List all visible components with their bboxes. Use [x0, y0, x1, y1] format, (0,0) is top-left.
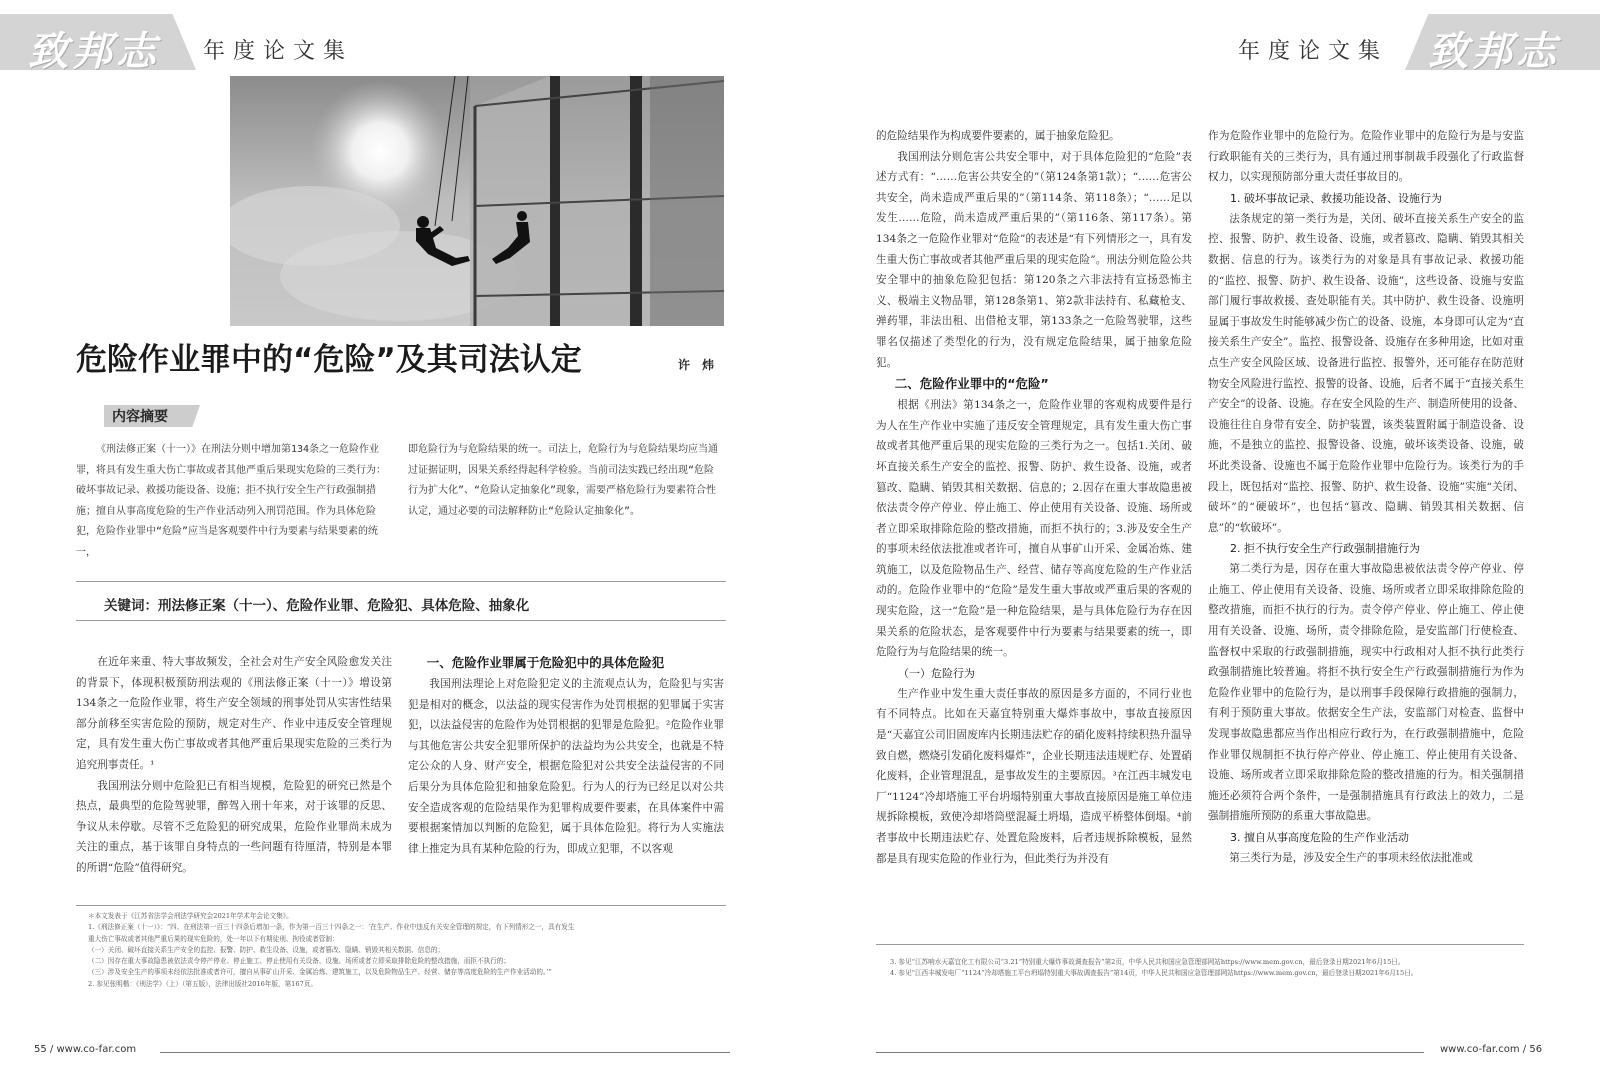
- footnote: （一）关闭、破坏直接关系生产安全的监控、报警、防护、救生设备、设施，或者篡改、隐瞒、销毁其相关数据、信息的；: [88, 945, 445, 954]
- paragraph: 根据《刑法》第134条之一，危险作业罪的客观构成要件是行为人在生产作业中实施了违反安全管理规定，具有发生重大伤亡事故或者其他严重后果的现实危险的三类行为之一。包括1.关闭、破坏直接关系生产安全的监控、报警、防护、救生设备、设施，或者篡改、隐瞒、销毁其相关数据、信息的；2.因存在重大事故隐患被依法责令停产停业、停止施工、停止使用有关设备、设施、场所或者立即采取排除危险的整改措施，而拒不执行的；3.涉及安全生产的事项未经依法批准或者许可，擅自从事矿山开采、金属冶炼、建筑施工，以及危险物品生产、经营、储存等高度危险的生产作业活动的。危险作业罪中的“危险”是发生重大事故或严重后果的客观的现实危险，这一“危险”是一种危险结果，是与具体危险行为存在因果关系的危险状态，是客观要件中行为要素与结果要素的统一，即危险行为与危险结果的统一。: [876, 399, 1192, 659]
- paragraph: 在近年来重、特大事故频发，全社会对生产安全风险愈发关注的背景下，体现积极预防刑法观的《刑法修正案（十一）》增设第134条之一危险作业罪，将生产安全领域的刑事处罚从实害性结果部分前移至实害危险的预防，规定对生产、作业中违反安全管理规定，具有发生重大伤亡事故或者其他严重后果现实危险的三类行为追究刑事责任。¹: [76, 656, 392, 771]
- abstract-right: [408, 440, 724, 522]
- footnote: 重大伤亡事故或者其他严重后果的现实危险的，处一年以下有期徒刑、拘役或者管制：: [88, 934, 339, 943]
- keywords-rule-bottom: [76, 620, 726, 621]
- hero-photo: [230, 76, 724, 326]
- section-heading-2: 二、危险作业罪中的“危险”: [894, 376, 1049, 392]
- magazine-logo-left: 致邦志: [28, 29, 160, 75]
- page-number: 55: [34, 1044, 47, 1055]
- site-url: www.co-far.com: [1440, 1044, 1520, 1055]
- footer-rule-right: [876, 1052, 1424, 1053]
- paragraph: 第二类行为是，因存在重大事故隐患被依法责令停产停业、停止施工、停止使用有关设备、设施、场所或者立即采取排除危险的整改措施，而拒不执行的行为。责令停产停业、停止施工、停止使用有关设备、设施、场所，责令排除危险，是安监部门行使检查、监督权中采取的行政强制措施，现实中行政相对人拒不执行此类行政强制措施比较普遍。将拒不执行安全生产行政强制措施行为作为危险作业罪中的危险行为，是以刑事手段保障行政措施的强制力，有利于预防重大事故。依据安全生产法，安监部门对检查、监督中发现事故隐患都应当作出相应行政行为，在行政强制措施中，危险作业罪仅规制拒不执行停产停业、停止施工、停止使用有关设备、设施、场所或者立即采取排除危险的整改措施的行为。相关强制措施还必须符合两个条件，一是强制措施具有行政法上的效力，二是强制措施所预防的系重大事故隐患。: [1208, 563, 1524, 823]
- body-column-4: [1208, 126, 1524, 869]
- section-heading-1: 一、危险作业罪属于危险犯中的具体危险犯: [426, 655, 665, 670]
- paragraph: 我国刑法分则中危险犯已有相当规模，危险犯的研究已然是个热点，最典型的危险驾驶罪，醉驾入刑十年来，对于该罪的反思、争议从未停歇。尽管不乏危险犯的研究成果，危险作业罪尚未成为关注的重点，基于该罪自身特点的一些问题有待厘清，特别是本罪的所谓“危险”值得研究。: [76, 779, 392, 874]
- keywords-rule-top: [76, 581, 726, 582]
- paragraph: 我国刑法分则危害公共安全罪中，对于具体危险犯的“危险”表述方式有：“……危害公共安全的”（第124条第1款）；“……危害公共安全，尚未造成严重后果的”（第114条、第118条）；“……足以发生……危险，尚未造成严重后果的”（第116条、第117条）。第134条之一危险作业罪对“危险”的表述是“有下列情形之一，具有发生重大伤亡事故或者其他严重后果的现实危险”。刑法分则危险公共安全罪中的抽象危险犯包括：第120条之六非法持有宣扬恐怖主义、极端主义物品罪，第128条第1、第2款非法持有、私藏枪支、弹药罪，非法出租、出借枪支罪，第133条之一危险驾驶罪，这些罪名仅描述了类型化的行为，没有规定危险结果，属于抽象危险犯。: [876, 150, 1192, 369]
- footer-rule-left: [160, 1052, 730, 1053]
- article-author: 许 炜: [678, 358, 719, 372]
- footnote: 1.《刑法修正案（十一）》：“四、在刑法第一百三十四条后增加一条，作为第一百三十四条之一：‘在生产、作业中违反有关安全管理的规定，有下列情形之一，具有发生: [88, 923, 575, 932]
- paragraph: 的危险结果作为构成要件要素的，属于抽象危险犯。: [876, 130, 1120, 142]
- section-title-right: 年度论文集: [1238, 39, 1389, 64]
- footnote-rule-right: [876, 944, 1524, 945]
- subsection-heading: （一）危险行为: [898, 666, 975, 680]
- body-column-3: [876, 126, 1192, 869]
- abstract-label: 内容摘要: [112, 409, 168, 425]
- footnote: （二）因存在重大事故隐患被依法责令停产停业、停止施工、停止使用有关设备、设施、场所或者立即采取排除危险的整改措施，而拒不执行的；: [88, 957, 510, 966]
- body-column-1: [76, 652, 392, 879]
- article-title: 危险作业罪中的“危险”及其司法认定: [76, 342, 582, 378]
- magazine-logo-right: 致邦志: [1428, 29, 1560, 75]
- paragraph: 法条规定的第一类行为是，关闭、破坏直接关系生产安全的监控、报警、防护、救生设备、设施，或者篡改、隐瞒、销毁其相关数据、信息的行为。该类行为的对象是具有事故记录、救援功能的“监控、报警、防护、救生设备、设施”，这些设备、设施与安监部门履行事故救援、查处职能有关。其中防护、救生设备、设施明显属于事故发生时能够减少伤亡的设备、设施，本身即可认定为“直接关系生产安全”。监控、报警设备、设施存在多种用途，比如对重点生产安全风险区域、设备进行监控、报警外，还可能存在防范财物安全风险进行监控、报警的设备、设施，后者不属于“直接关系生产安全”的设备、设施。存在安全风险的生产、制造所使用的设备、设施往往自身带有安全、防护装置，该类装置附属于制造设备、设施，不是独立的监控、报警设备、设施，破坏该类设备、设施，破坏此类设备、设施也不属于危险作业罪中危险行为。该类行为的手段上，既包括对“监控、报警、防护、救生设备、设施”实施“关闭、破坏”的“硬破坏”，也包括“篡改、隐瞒、销毁其相关数据、信息”的“软破坏”。: [1208, 212, 1524, 534]
- abstract-left: [76, 440, 392, 563]
- section-title-left: 年度论文集: [203, 39, 354, 64]
- keywords: 关键词：刑法修正案（十一）、危险作业罪、危险犯、具体危险、抽象化: [104, 598, 530, 614]
- site-url: www.co-far.com: [56, 1044, 137, 1055]
- abstract-right-text: 即危险行为与危险结果的统一。司法上，危险行为与危险结果均应当通过证据证明，因果关系经得起科学检验。当前司法实践已经出现“危险行为扩大化”、“危险认定抽象化”现象，需要严格危险行为要素符合性认定，通过必要的司法解释防止“危险认定抽象化”。: [408, 444, 718, 517]
- footnote: 3. 参见“江苏响水天嘉宜化工有限公司“3.21”特别重大爆炸事故调查报告”第2页，中华人民共和国应急管理部网站https://www.mem.gov.cn，最后登录日期2021年6月15日。: [890, 958, 1405, 966]
- paragraph: 作为危险作业罪中的危险行为。危险作业罪中的危险行为是与安监行政职能有关的三类行为，具有通过刑事制裁手段强化了行政监督权力，以实现预防部分重大责任事故目的。: [1208, 130, 1524, 184]
- page-number-right: www.co-far.com / 56: [1440, 1044, 1543, 1055]
- footnote: （三）涉及安全生产的事项未经依法批准或者许可，擅自从事矿山开采、金属冶炼、建筑施工，以及危险物品生产、经营、储存等高度危险的生产作业活动的。’”: [88, 968, 552, 977]
- footnote: 4. 参见“江西丰城发电厂“1124”冷却塔施工平台坍塌特别重大事故调查报告”第14页，中华人民共和国应急管理部网站https://www.mem.gov.cn，最后登录日期2021年6月15日。: [890, 969, 1418, 978]
- footnote: 2. 参见张明楷：《刑法学》（上）（第五版），法律出版社2016年版，第167页。: [88, 979, 317, 988]
- paragraph: 生产作业中发生重大责任事故的原因是多方面的，不同行业也有不同特点。比如在天嘉宜特别重大爆炸事故中，事故直接原因是“天嘉宜公司旧固废库内长期违法贮存的硝化废料持续积热升温导致自燃，燃烧引发硝化废料爆炸”，企业长期违法违规贮存、处置硝化废料，企业管理混乱，是事故发生的主要原因。³在江西丰城发电厂“1124”冷却塔施工平台坍塌特别重大事故直接原因是施工单位违规拆除模板，致使冷却塔筒壁混凝土坍塌，造成平桥整体倒塌。⁴前者事故中长期违法贮存、处置危险废料，后者违规拆除模板，显然都是具有现实危险的作业行为，但此类行为并没有: [876, 687, 1192, 865]
- footnote: ＊本文发表于《江苏省法学会刑法学研究会2021年学术年会论文集》。: [88, 912, 293, 920]
- abstract-left-text: 《刑法修正案（十一）》在刑法分则中增加第134条之一危险作业罪，将具有发生重大伤亡事故或者其他严重后果现实危险的三类行为：破坏事故记录、救援功能设备、设施；拒不执行安全生产行政强制措施；擅自从事高度危险的生产作业活动列入刑罚范围。作为具体危险犯，危险作业罪中“危险”应当是客观要件中行为要素与结果要素的统一，: [76, 444, 386, 558]
- subsection-heading: 2. 拒不执行安全生产行政强制措施行为: [1230, 542, 1420, 556]
- page-number-left: 55 / www.co-far.com: [34, 1044, 137, 1055]
- paragraph: 我国刑法理论上对危险犯定义的主流观点认为，危险犯与实害犯是相对的概念，以法益的现实侵害作为处罚根据的犯罪属于实害犯，以法益侵害的危险作为处罚根据的犯罪是危险犯。²危险作业罪与其他危害公共安全犯罪所保护的法益均为公共安全，也就是不特定公众的人身、财产安全，根据危险犯对公共安全法益侵害的不同后果分为具体危险犯和抽象危险犯。行为人的行为已经足以对公共安全造成客观的危险结果作为犯罪构成要件要素，在具体案件中需要根据案情加以判断的危险犯，属于具体危险犯。将行为人实施法律上推定为具有某种危险的行为，即成立犯罪，不以客观: [408, 678, 724, 855]
- footnotes-right: [890, 957, 1524, 980]
- footnote-rule-left: [76, 905, 726, 906]
- body-column-2: [408, 652, 724, 859]
- page-number: 56: [1529, 1044, 1543, 1055]
- subsection-heading: 1. 破坏事故记录、救援功能设备、设施行为: [1230, 191, 1442, 205]
- footnotes-left: [88, 911, 728, 990]
- paragraph: 第三类行为是，涉及安全生产的事项未经依法批准或: [1229, 852, 1473, 864]
- subsection-heading: 3. 擅自从事高度危险的生产作业活动: [1230, 831, 1409, 844]
